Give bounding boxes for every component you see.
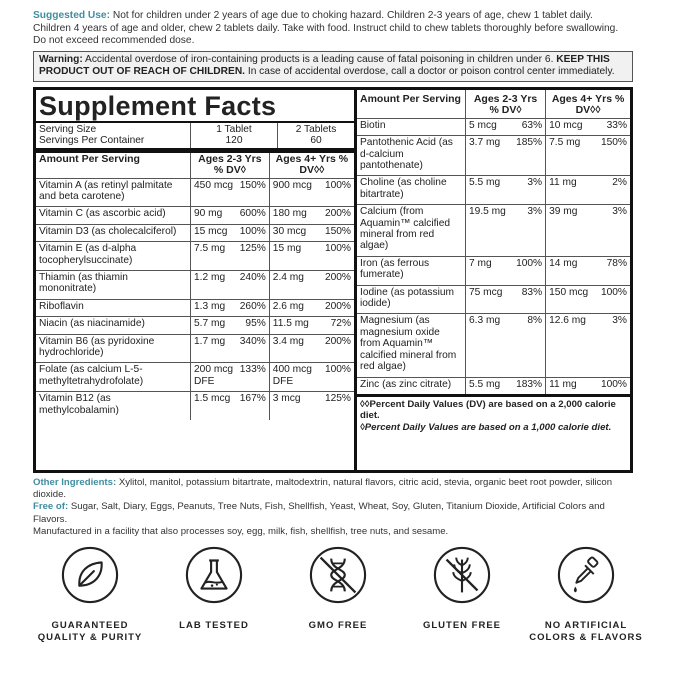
badge-no-artificial (527, 546, 645, 644)
dv-young: 83% (513, 285, 546, 314)
free-of-label: Free of: (33, 501, 69, 513)
dv-older: 200% (315, 271, 354, 300)
dv-older: 3% (593, 205, 630, 257)
amount-header: Amount Per Serving (39, 152, 140, 165)
nutrient-name: Iodine (as potassium iodide) (357, 285, 466, 314)
dv-older: 33% (593, 118, 630, 135)
amount-young: 450 mcg (191, 178, 237, 207)
label-panel (33, 10, 643, 644)
amount-young: 5 mcg (466, 118, 514, 135)
dv-young: 100% (236, 224, 269, 241)
nutrient-row (36, 334, 354, 363)
col1-header-right: Ages 2-3 Yrs % DV◊ (466, 90, 546, 118)
amount-older: 7.5 mg (546, 136, 594, 176)
col2-servings: 60 (310, 135, 322, 147)
nutrient-row (36, 242, 354, 271)
facts-left-column (36, 90, 357, 470)
footnote-2000: ◊◊Percent Daily Values (DV) are based on a 2,000 calorie diet. (360, 398, 616, 422)
free-of-text: Sugar, Salt, Diary, Eggs, Peanuts, Tree Nuts, Fish, Shellfish, Yeast, Wheat, Soy, Gluten, Titanium Dioxide, Artificial Colors and Flavors. (33, 501, 605, 525)
amount-young: 90 mg (191, 207, 237, 224)
dv-older: 100% (593, 377, 630, 394)
nutrient-name: Iron (as ferrous fumerate) (357, 256, 466, 285)
nutrient-name: Folate (as calcium L-5-methyltetrahydrofolate) (36, 363, 191, 392)
amount-older: 2.4 mg (269, 271, 315, 300)
dv-older: 100% (315, 363, 354, 392)
dv-young: 3% (513, 205, 546, 257)
amount-young: 5.5 mg (466, 377, 514, 394)
nutrient-name: Zinc (as zinc citrate) (357, 377, 466, 394)
amount-older: 30 mcg (269, 224, 315, 241)
dv-older: 100% (593, 285, 630, 314)
amount-young: 1.3 mg (191, 299, 237, 316)
badge-lab-label: LAB TESTED (179, 619, 249, 631)
dv-young: 125% (236, 242, 269, 271)
servings-label: Servings Per Container (39, 135, 145, 147)
dv-young: 8% (513, 314, 546, 377)
amount-older: 2.6 mg (269, 299, 315, 316)
amount-young: 15 mcg (191, 224, 237, 241)
nutrient-row (36, 178, 354, 207)
amount-young: 200 mcg DFE (191, 363, 237, 392)
dv-older: 125% (315, 392, 354, 420)
col1-serving: 1 Tablet (216, 123, 252, 135)
wheat-icon (433, 546, 491, 604)
warning-box (33, 51, 633, 82)
amount-young: 1.5 mcg (191, 392, 237, 420)
col1-servings: 120 (225, 135, 243, 147)
serving-size-label: Serving Size (39, 123, 97, 135)
nutrient-row (36, 363, 354, 392)
warning-tail: In case of accidental overdose, call a doctor or poison control center immediately. (247, 66, 615, 78)
amount-older: 180 mg (269, 207, 315, 224)
dv-young: 167% (236, 392, 269, 420)
dv-older: 200% (315, 334, 354, 363)
right-nutrient-table (357, 90, 630, 394)
amount-older: 11 mg (546, 377, 594, 394)
col2-header: Ages 4+ Yrs % DV◊◊ (269, 150, 354, 178)
nutrient-row (36, 224, 354, 241)
nutrient-row (357, 205, 630, 257)
leaf-icon (61, 546, 119, 604)
nutrient-name: Riboflavin (36, 299, 191, 316)
ingredients-section (33, 477, 633, 538)
footnote-1000: ◊Percent Daily Values are based on a 1,000 calorie diet. (360, 421, 612, 433)
amount-young: 5.7 mg (191, 317, 237, 334)
serving-table (36, 121, 354, 148)
badge-gluten-label: GLUTEN FREE (422, 619, 502, 631)
nutrient-row (357, 377, 630, 394)
flask-icon (185, 546, 243, 604)
nutrient-row (36, 299, 354, 316)
dv-older: 72% (315, 317, 354, 334)
suggested-use-label: Suggested Use: (33, 10, 110, 21)
dv-older: 200% (315, 299, 354, 316)
nutrient-row (36, 392, 354, 420)
amount-older: 3.4 mg (269, 334, 315, 363)
amount-young: 1.2 mg (191, 271, 237, 300)
badge-gmo-label: GMO FREE (308, 619, 368, 631)
nutrient-name: Vitamin A (as retinyl palmitate and beta carotene) (36, 178, 191, 207)
dv-older: 2% (593, 176, 630, 205)
dv-young: 133% (236, 363, 269, 392)
amount-header-right: Amount Per Serving (360, 92, 461, 105)
dv-young: 63% (513, 118, 546, 135)
amount-older: 39 mg (546, 205, 594, 257)
dv-young: 100% (513, 256, 546, 285)
amount-young: 5.5 mg (466, 176, 514, 205)
dv-young: 260% (236, 299, 269, 316)
dv-older: 100% (315, 242, 354, 271)
nutrient-row (357, 314, 630, 377)
dv-older: 150% (593, 136, 630, 176)
suggested-use-text: Not for children under 2 years of age due to choking hazard. Children 2-3 years of age, chew 1 tablet daily. Children 4 years of age and older, chew 2 tablets daily. Take with food. Instruct child to chew tablets thoroughly before swallowing. Do not exceed recommended dose. (33, 10, 619, 47)
nutrient-name: Vitamin B12 (as methylcobalamin) (36, 392, 191, 420)
amount-young: 7.5 mg (191, 242, 237, 271)
dropper-icon (557, 546, 615, 604)
supplement-facts-panel (33, 87, 633, 473)
badge-quality (31, 546, 149, 644)
dv-older: 100% (315, 178, 354, 207)
dv-young: 3% (513, 176, 546, 205)
dv-young: 600% (236, 207, 269, 224)
nutrient-row (357, 136, 630, 176)
col2-serving: 2 Tablets (295, 123, 337, 135)
left-nutrient-table (36, 148, 354, 420)
amount-older: 400 mcg DFE (269, 363, 315, 392)
dv-older: 200% (315, 207, 354, 224)
dv-older: 150% (315, 224, 354, 241)
amount-older: 10 mcg (546, 118, 594, 135)
amount-young: 6.3 mg (466, 314, 514, 377)
dv-young: 185% (513, 136, 546, 176)
amount-young: 19.5 mg (466, 205, 514, 257)
nutrient-name: Vitamin B6 (as pyridoxine hydrochloride) (36, 334, 191, 363)
amount-young: 75 mcg (466, 285, 514, 314)
nutrient-name: Vitamin E (as d-alpha tocopherylsuccinate) (36, 242, 191, 271)
suggested-use (33, 10, 633, 48)
warning-text: Accidental overdose of iron-containing products is a leading cause of fatal poisoning in children under 6. (85, 53, 554, 65)
amount-older: 14 mg (546, 256, 594, 285)
badge-quality-label: GUARANTEED QUALITY & PURITY (37, 619, 143, 643)
nutrient-name: Choline (as choline bitartrate) (357, 176, 466, 205)
badge-no-artificial-label: NO ARTIFICIAL COLORS & FLAVORS (529, 619, 643, 643)
facts-right-column (357, 90, 630, 470)
nutrient-name: Vitamin D3 (as cholecalciferol) (36, 224, 191, 241)
dv-young: 240% (236, 271, 269, 300)
badge-row (31, 546, 645, 644)
nutrient-name: Vitamin C (as ascorbic acid) (36, 207, 191, 224)
other-ingredients-label: Other Ingredients: (33, 476, 117, 488)
amount-young: 3.7 mg (466, 136, 514, 176)
nutrient-row (357, 285, 630, 314)
other-ingredients (33, 477, 633, 501)
nutrient-name: Calcium (from Aquamin™ calcified mineral from red algae) (357, 205, 466, 257)
amount-older: 12.6 mg (546, 314, 594, 377)
nutrient-row (36, 317, 354, 334)
amount-young: 1.7 mg (191, 334, 237, 363)
facts-title: Supplement Facts (39, 90, 277, 121)
other-ingredients-text: Xylitol, manitol, potassium bitartrate, maltodextrin, natural flavors, citric acid, stevia, organic beet root powder, silicon dioxide. (33, 476, 613, 501)
nutrient-name: Biotin (357, 118, 466, 135)
free-of (33, 501, 633, 525)
amount-older: 11 mg (546, 176, 594, 205)
amount-older: 15 mg (269, 242, 315, 271)
warning-label: Warning: (39, 53, 83, 65)
nutrient-row (357, 176, 630, 205)
nutrient-row (357, 118, 630, 135)
amount-older: 3 mcg (269, 392, 315, 420)
dv-older: 3% (593, 314, 630, 377)
badge-gmo-free (279, 546, 397, 644)
nutrient-row (36, 271, 354, 300)
nutrient-name: Thiamin (as thiamin mononitrate) (36, 271, 191, 300)
nutrient-name: Niacin (as niacinamide) (36, 317, 191, 334)
badge-gluten-free (403, 546, 521, 644)
dv-young: 150% (236, 178, 269, 207)
nutrient-name: Pantothenic Acid (as d-calcium pantothenate) (357, 136, 466, 176)
dv-young: 340% (236, 334, 269, 363)
dv-older: 78% (593, 256, 630, 285)
facility-note: Manufactured in a facility that also processes soy, egg, milk, fish, shellfish, tree nuts, and sesame. (33, 525, 449, 537)
badge-lab-tested (155, 546, 273, 644)
amount-older: 150 mcg (546, 285, 594, 314)
nutrient-row (36, 207, 354, 224)
col1-header: Ages 2-3 Yrs % DV◊ (191, 150, 270, 178)
footnotes (357, 394, 630, 436)
amount-older: 900 mcg (269, 178, 315, 207)
amount-young: 7 mg (466, 256, 514, 285)
warning-bold: KEEP THIS PRODUCT OUT OF REACH OF CHILDREN. (39, 53, 610, 78)
dv-young: 183% (513, 377, 546, 394)
col2-header-right: Ages 4+ Yrs % DV◊◊ (546, 90, 630, 118)
nutrient-name: Magnesium (as magnesium oxide from Aquamin™ calcified mineral from red algae) (357, 314, 466, 377)
dna-icon (309, 546, 367, 604)
dv-young: 95% (236, 317, 269, 334)
amount-older: 11.5 mg (269, 317, 315, 334)
nutrient-row (357, 256, 630, 285)
